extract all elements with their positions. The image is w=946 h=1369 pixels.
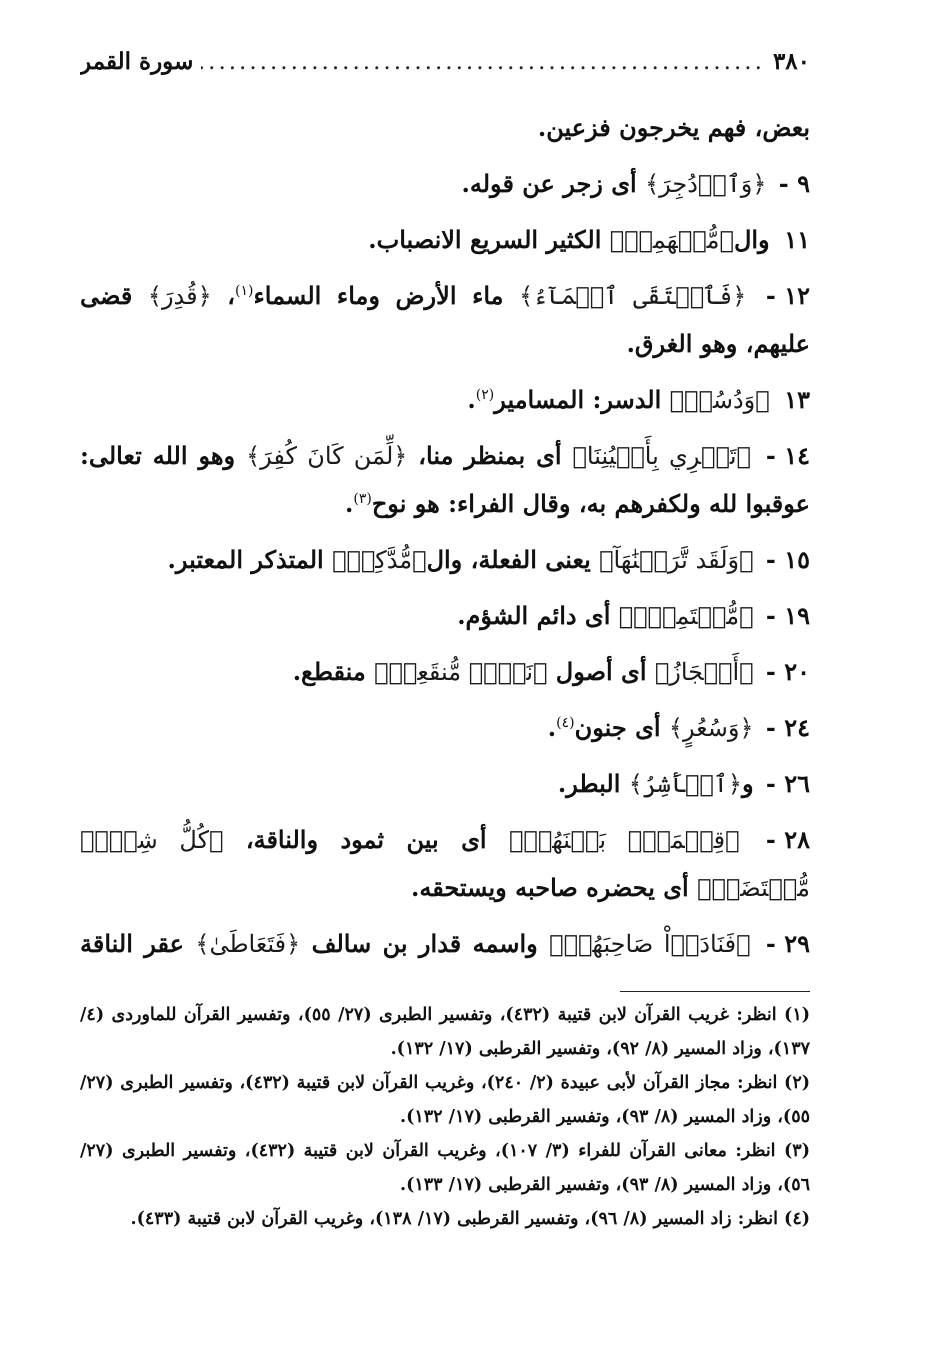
commentary-text: عقر الناقة <box>80 929 196 958</box>
verse-entry <box>80 648 810 696</box>
commentary-text: . <box>467 385 476 414</box>
quran-quote: ﴿مُّدَّكِرٖ﴾ <box>332 546 427 574</box>
verse-entry <box>80 272 810 368</box>
commentary-text: قضى عليهم، وهو الغرق. <box>80 281 810 358</box>
quran-quote: ﴿وَدُسُرٖ﴾ <box>669 386 770 414</box>
verse-entry <box>80 704 810 752</box>
footnote-ref: (٣) <box>353 491 372 507</box>
footnote-separator <box>620 991 810 992</box>
commentary-text: الكثير السريع الانصباب. <box>368 225 610 254</box>
commentary-text: البطر. <box>557 769 629 798</box>
commentary-text: أى أصول <box>547 657 655 686</box>
surah-title: سورة القمر <box>80 48 194 75</box>
commentary-text: وهو الله تعالى: عوقبوا لله ولكفرهم به، وقال الفراء: هو نوح <box>80 441 810 518</box>
verse-number: ٢٠ - <box>765 657 810 686</box>
quran-quote: ﴿قِسۡمَةُۢ بَيۡنَهُمۡ﴾ <box>509 826 740 854</box>
footnote-ref: (٤) <box>556 715 575 731</box>
quran-quote: ﴿فَٱلۡتَقَى ٱلۡمَآءُ﴾ <box>519 282 747 310</box>
verse-entry <box>80 536 810 584</box>
commentary-text: المتذكر المعتبر. <box>167 545 333 574</box>
commentary-text: منقطع. <box>292 657 375 686</box>
verse-entry <box>80 816 810 912</box>
commentary-text: وال <box>733 225 770 254</box>
commentary-text: يعنى الفعلة، وال <box>426 545 600 574</box>
verse-entry <box>80 376 810 424</box>
commentary-text: ماء الأرض وماء السماء <box>253 281 520 310</box>
commentary-text: أى زجر عن قوله. <box>461 169 646 198</box>
footnote-ref: (٢) <box>475 387 495 403</box>
verse-number: ٢٩ - <box>765 929 810 958</box>
verse-entry <box>80 216 810 264</box>
footnotes <box>80 998 810 1236</box>
running-header <box>80 48 810 84</box>
commentary-text: أى جنون <box>574 713 669 742</box>
continuation-line: بعض، فهم يخرجون فزعين. <box>537 113 810 142</box>
quran-quote: ﴿ٱلۡأَشِرُ﴾ <box>628 770 742 798</box>
commentary-text: أى بمنظر منا، <box>407 441 573 470</box>
commentary-body <box>80 104 810 968</box>
verse-number: ٢٨ - <box>765 825 810 854</box>
quran-quote: ﴿مُّسۡتَمِرّٖ﴾ <box>618 602 754 630</box>
quran-quote: ﴿تَجۡرِي بِأَعۡيُنِنَا﴾ <box>572 442 751 470</box>
verse-entry <box>80 592 810 640</box>
footnote: (٣) انظر: معانى القرآن للفراء (٣/ ١٠٧)، وغريب القرآن لابن قتيبة (٤٣٢)، وتفسير الطبرى (٢٧/ ٥٦)، وزاد المسير (٨/ ٩٣)، وتفسير القرطبى (١٧/ ١٣٣). <box>80 1141 810 1195</box>
verse-entry <box>80 920 810 968</box>
verse-entry <box>80 160 810 208</box>
book-page <box>80 48 810 1348</box>
quran-quote: ﴿كُلُّ شِرۡبٖ مُّحۡتَضَرٞ﴾ <box>80 826 810 902</box>
quran-quote: ﴿وَٱزۡدُجِرَ﴾ <box>645 170 767 198</box>
commentary-text: . <box>547 713 557 742</box>
quran-quote: ﴿قُدِرَ﴾ <box>147 282 212 310</box>
verse-entry <box>80 432 810 528</box>
verse-number: ٩ - <box>778 169 810 198</box>
commentary-text: واسمه قدار بن سالف <box>300 929 550 958</box>
quran-quote: ﴿نَخۡلٖ مُّنقَعِرٖ﴾ <box>374 658 548 686</box>
commentary-text: أى دائم الشؤم. <box>457 601 619 630</box>
verse-number: ١١ <box>784 225 810 254</box>
footnote: (١) انظر: غريب القرآن لابن قتيبة (٤٣٢)، وتفسير الطبرى (٢٧/ ٥٥)، وتفسير القرآن للماوردى (٤/ ١٣٧)، وزاد المسير (٨/ ٩٢)، وتفسير القرطبى (١٧/ ١٣٢). <box>80 1005 810 1059</box>
verse-number: ٢٤ - <box>765 713 810 742</box>
verse-number: ١٩ - <box>765 601 810 630</box>
quran-quote: ﴿لِّمَن كَانَ كُفِرَ﴾ <box>246 442 408 470</box>
quran-quote: ﴿أَعۡجَازُ﴾ <box>654 658 754 686</box>
verse-entry <box>80 760 810 808</box>
commentary-text: . <box>344 489 354 518</box>
commentary-text: أى بين ثمود والناقة، <box>223 825 510 854</box>
commentary-text: ، <box>211 281 235 310</box>
quran-quote: ﴿وَسُعُرٍ﴾ <box>668 714 754 742</box>
verse-number: ١٣ <box>784 385 810 414</box>
quran-quote: ﴿فَنَادَوۡاْ صَاحِبَهُمۡ﴾ <box>549 930 751 958</box>
footnote: (٢) انظر: مجاز القرآن لأبى عبيدة (٢/ ٢٤٠)، وغريب القرآن لابن قتيبة (٤٣٢)، وتفسير الطبرى (٢٧/ ٥٥)، وزاد المسير (٨/ ٩٣)، وتفسير القرطبى (١٧/ ١٣٢). <box>80 1073 811 1127</box>
commentary-text: أى يحضره صاحبه ويستحقه. <box>410 873 698 902</box>
verse-number: ٢٦ - <box>765 769 810 798</box>
verse-number: ١٢ - <box>765 281 810 310</box>
verse-number: ١٥ - <box>765 545 810 574</box>
verse-number: ١٤ - <box>765 441 811 470</box>
quran-quote: ﴿وَلَقَد تَّرَكۡنَٰهَآ﴾ <box>599 546 754 574</box>
quran-quote: ﴿فَتَعَاطَىٰ﴾ <box>195 930 301 958</box>
footnote: (٤) انظر: زاد المسير (٨/ ٩٦)، وتفسير القرطبى (١٧/ ١٣٨)، وغريب القرآن لابن قتيبة (٤٣٣). <box>130 1209 810 1229</box>
leader-dots <box>201 49 765 75</box>
quran-quote: ﴿مُّنۡهَمِرٖ﴾ <box>609 226 734 254</box>
footnote-ref: (١) <box>235 283 254 299</box>
page-number: ٣٨٠ <box>772 48 810 75</box>
commentary-text: و <box>741 769 754 798</box>
commentary-text: الدسر: المسامير <box>494 385 670 414</box>
